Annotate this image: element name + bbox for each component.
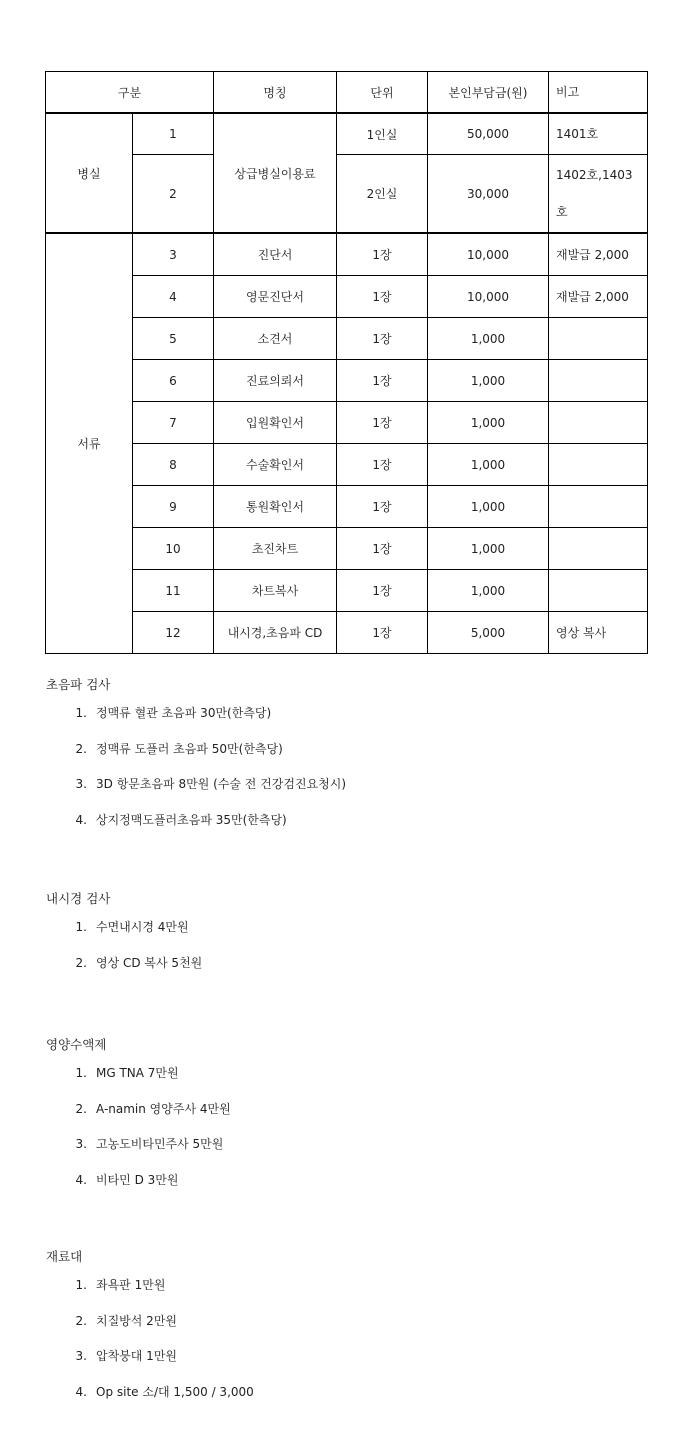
table-row [46,612,648,654]
row-number: 2 [133,155,214,234]
table-row [46,360,648,402]
note-cell: 재발급 2,000 [549,233,648,276]
document-name-cell: 진료의뢰서 [214,360,337,402]
list-item [46,801,646,837]
list-item-text: 상지정맥도플러초음파 35만(한측당) [96,812,287,827]
category-cell-docs: 서류 [46,233,133,654]
unit-cell: 1인실 [337,113,428,155]
list-item-number: 2. [75,955,87,970]
table-row [46,528,648,570]
section-title: 초음파 검사 [46,677,111,692]
fee-cell: 1,000 [428,444,549,486]
document-name-cell: 차트복사 [214,570,337,612]
list-item [46,1125,646,1161]
unit-cell: 1장 [337,402,428,444]
list-item-number: 4. [75,812,87,827]
list-item [46,944,646,980]
list-item-number: 1. [75,1278,87,1292]
unit-cell: 1장 [337,444,428,486]
list-item-number: 3. [75,1137,87,1151]
unit-cell: 1장 [337,486,428,528]
category-cell-room: 병실 [46,113,133,233]
fee-cell: 30,000 [428,155,549,234]
fee-cell: 1,000 [428,570,549,612]
list-item-text: 수면내시경 4만원 [96,920,189,934]
table-row [46,113,648,155]
row-number: 7 [133,402,214,444]
list-item-text: 정맥류 도플러 초음파 50만(한측당) [96,741,283,756]
header-note: 비고 [549,72,648,114]
row-number: 1 [133,113,214,155]
table-header-row [46,72,648,114]
list-item-number: 3. [75,1349,87,1363]
fee-list [46,908,646,979]
fee-cell: 5,000 [428,612,549,654]
table-row [46,233,648,276]
note-cell: 1401호 [549,113,648,155]
document-name-cell: 통원확인서 [214,486,337,528]
list-item [46,1054,646,1090]
header-fee: 본인부담금(원) [428,72,549,114]
list-item-number: 4. [75,1172,87,1187]
list-item-number: 2. [75,1313,87,1328]
list-item-text: 정맥류 혈관 초음파 30만(한측당) [96,706,272,720]
document-name-cell: 내시경,초음파 CD [214,612,337,654]
fee-section [46,1248,646,1408]
fee-cell: 1,000 [428,360,549,402]
list-item-text: MG TNA 7만원 [96,1066,179,1080]
list-item [46,765,646,801]
fee-cell: 1,000 [428,486,549,528]
list-item [46,1161,646,1197]
section-title: 영양수액제 [46,1037,107,1052]
room-name-cell: 상급병실이용료 [214,113,337,233]
list-item-text: 치질방석 2만원 [96,1313,178,1328]
list-item [46,1337,646,1373]
table-row [46,444,648,486]
header-name: 명칭 [214,72,337,114]
row-number: 6 [133,360,214,402]
unit-cell: 1장 [337,570,428,612]
list-item [46,1266,646,1302]
document-name-cell: 입원확인서 [214,402,337,444]
fee-list [46,1054,646,1196]
fee-cell: 10,000 [428,233,549,276]
note-cell [549,570,648,612]
header-unit: 단위 [337,72,428,114]
section-title: 내시경 검사 [46,891,111,906]
unit-cell: 1장 [337,528,428,570]
list-item [46,694,646,730]
list-item-text: 3D 항문초음파 8만원 (수술 전 건강검진요청시) [96,777,347,791]
unit-cell: 1장 [337,612,428,654]
note-cell [549,486,648,528]
table-row [46,318,648,360]
fee-list [46,1266,646,1408]
note-text: 1402호,1403호 [556,167,633,219]
table-row [46,402,648,444]
list-item-number: 4. [75,1384,87,1399]
list-item-number: 2. [75,741,87,756]
row-number: 3 [133,233,214,276]
note-cell [549,402,648,444]
unit-cell: 1장 [337,276,428,318]
fee-section [46,1036,646,1196]
row-number: 5 [133,318,214,360]
table-row [46,570,648,612]
list-item-number: 1. [75,1066,87,1080]
list-item-text: 비타민 D 3만원 [96,1172,179,1187]
list-item [46,1090,646,1126]
fee-cell: 10,000 [428,276,549,318]
list-item-text: 좌욕판 1만원 [96,1278,166,1292]
fee-cell: 1,000 [428,528,549,570]
document-name-cell: 초진차트 [214,528,337,570]
note-cell [549,444,648,486]
unit-cell: 2인실 [337,155,428,234]
note-cell: 재발급 2,000 [549,276,648,318]
document-name-cell: 소견서 [214,318,337,360]
fee-section [46,890,646,979]
list-item-text: A-namin 영양주사 4만원 [96,1101,231,1116]
fee-section [46,676,646,836]
list-item-number: 3. [75,777,87,791]
fee-cell: 50,000 [428,113,549,155]
row-number: 10 [133,528,214,570]
row-number: 8 [133,444,214,486]
document-name-cell: 영문진단서 [214,276,337,318]
row-number: 12 [133,612,214,654]
fee-cell: 1,000 [428,318,549,360]
document-name-cell: 진단서 [214,233,337,276]
row-number: 11 [133,570,214,612]
unit-cell: 1장 [337,233,428,276]
header-category: 구분 [46,72,214,114]
list-item-text: 고농도비타민주사 5만원 [96,1137,224,1151]
fee-cell: 1,000 [428,402,549,444]
row-number: 9 [133,486,214,528]
note-cell: 영상 복사 [549,612,648,654]
row-number: 4 [133,276,214,318]
document-name-cell: 수술확인서 [214,444,337,486]
list-item-number: 2. [75,1101,87,1116]
note-cell [549,318,648,360]
list-item-text: 압착붕대 1만원 [96,1349,178,1363]
table-row [46,486,648,528]
unit-cell: 1장 [337,360,428,402]
note-cell [549,528,648,570]
section-title: 재료대 [46,1249,83,1264]
list-item [46,730,646,766]
note-cell [549,360,648,402]
unit-cell: 1장 [337,318,428,360]
list-item-number: 1. [75,706,87,720]
fee-list [46,694,646,836]
list-item-text: 영상 CD 복사 5천원 [96,955,203,970]
list-item-number: 1. [75,920,87,934]
fee-table [45,71,648,654]
note-cell [549,155,648,234]
list-item-text: Op site 소/대 1,500 / 3,000 [96,1384,254,1399]
table-row [46,276,648,318]
list-item [46,1302,646,1338]
table-row [46,155,648,234]
list-item [46,1373,646,1409]
list-item [46,908,646,944]
